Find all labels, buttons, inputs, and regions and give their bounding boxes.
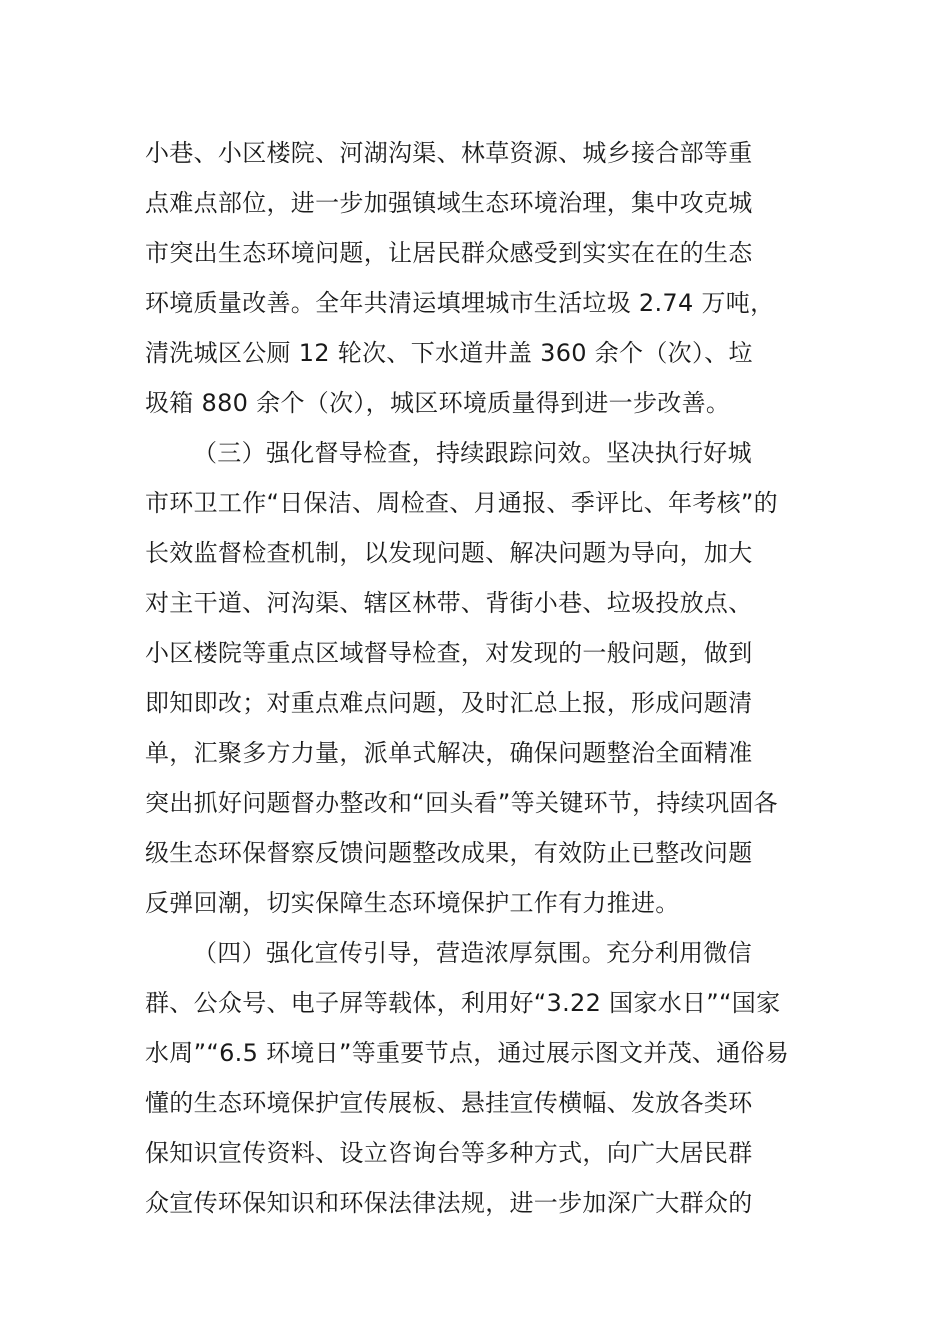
text-line: 水周”“6.5 环境日”等重要节点，通过展示图文并茂、通俗易 — [145, 1039, 790, 1067]
text-line: 单，汇聚多方力量，派单式解决，确保问题整治全面精准 — [145, 739, 753, 767]
text-line: 环境质量改善。全年共清运填埋城市生活垃圾 2.74 万吨， — [145, 289, 775, 317]
text-line: 级生态环保督察反馈问题整改成果，有效防止已整改问题 — [145, 839, 753, 867]
text-line: 清洗城区公厕 12 轮次、下水道井盖 360 余个（次）、垃 — [145, 339, 753, 367]
text-line: 小区楼院等重点区域督导检查，对发现的一般问题，做到 — [145, 639, 753, 667]
text-line: 市环卫工作“日保洁、周检查、月通报、季评比、年考核”的 — [145, 489, 778, 517]
text-line: 群、公众号、电子屏等载体，利用好“3.22 国家水日”“国家 — [145, 989, 781, 1017]
text-line: 突出抓好问题督办整改和“回头看”等关键环节，持续巩固各 — [145, 789, 778, 817]
body-text — [145, 128, 810, 1228]
text-line: 长效监督检查机制，以发现问题、解决问题为导向，加大 — [145, 539, 753, 567]
text-line: 对主干道、河沟渠、辖区林带、背街小巷、垃圾投放点、 — [145, 589, 753, 617]
section-heading-line: （四）强化宣传引导，营造浓厚氛围。充分利用微信 — [193, 939, 752, 967]
section-heading-line: （三）强化督导检查，持续跟踪问效。坚决执行好城 — [193, 439, 752, 467]
text-line: 懂的生态环境保护宣传展板、悬挂宣传横幅、发放各类环 — [145, 1089, 753, 1117]
text-line: 小巷、小区楼院、河湖沟渠、林草资源、城乡接合部等重 — [145, 139, 753, 167]
text-line: 圾箱 880 余个（次），城区环境质量得到进一步改善。 — [145, 389, 731, 417]
text-line: 点难点部位，进一步加强镇域生态环境治理，集中攻克城 — [145, 189, 753, 217]
text-line: 保知识宣传资料、设立咨询台等多种方式，向广大居民群 — [145, 1139, 753, 1167]
text-line: 反弹回潮，切实保障生态环境保护工作有力推进。 — [145, 889, 680, 917]
text-line: 即知即改；对重点难点问题，及时汇总上报，形成问题清 — [145, 689, 753, 717]
text-line: 众宣传环保知识和环保法律法规，进一步加深广大群众的 — [145, 1189, 753, 1217]
text-line: 市突出生态环境问题，让居民群众感受到实实在在的生态 — [145, 239, 753, 267]
